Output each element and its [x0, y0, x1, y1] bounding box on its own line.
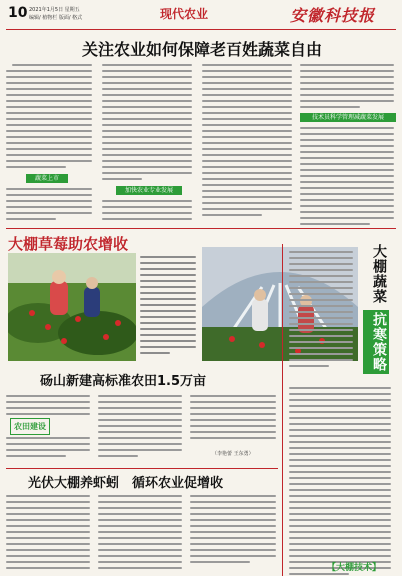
farmland-caption-box: 农田建设	[10, 418, 50, 435]
vertical-title-2: 抗寒策略	[363, 310, 389, 374]
strawberry-heading: 大棚草莓助农增收	[8, 235, 129, 253]
strawberry-photo	[8, 253, 136, 361]
farmland-article	[6, 392, 278, 460]
earthworm-headline: 光伏大棚养虾蚓 循环农业促增收	[28, 476, 224, 491]
headline: 关注农业如何保障老百姓蔬菜自由	[81, 40, 322, 59]
vertical-title-1: 大棚蔬菜	[371, 244, 387, 304]
footer-tag: 【大棚技术】	[327, 563, 382, 573]
photo-caption	[140, 253, 198, 354]
section-title: 现代农业	[160, 7, 209, 21]
side-column	[282, 244, 397, 576]
section-divider	[6, 228, 396, 229]
editor-line: 编辑/ 植物栏 版面/ 格式	[29, 15, 83, 21]
masthead	[0, 0, 402, 34]
article-1-col-4	[300, 60, 396, 225]
subhead-agri-development: 加快农业专业发展	[116, 186, 182, 195]
tip-box: 技术员科学管理减蔬菜发展	[300, 113, 396, 122]
newspaper-logo: 安徽科技报	[290, 6, 376, 25]
side-col-text-top	[289, 248, 355, 367]
side-col-text-bottom	[289, 384, 393, 575]
article-1-col-3	[202, 60, 294, 216]
article-1	[6, 60, 396, 225]
section-divider-2	[6, 468, 278, 469]
date-line: 2021年1月5日 星期五	[29, 7, 80, 13]
article-1-col-1	[6, 60, 94, 220]
page-number: 10	[8, 5, 28, 21]
farmland-byline: （李艳蕾 王东勇）	[212, 451, 254, 457]
article-1-col-2	[102, 60, 194, 220]
masthead-rule	[6, 29, 396, 30]
farmland-headline: 砀山新建高标准农田1.5万亩	[40, 374, 207, 389]
earthworm-article	[6, 492, 278, 572]
subhead-vegetables: 蔬菜上市	[26, 174, 68, 183]
